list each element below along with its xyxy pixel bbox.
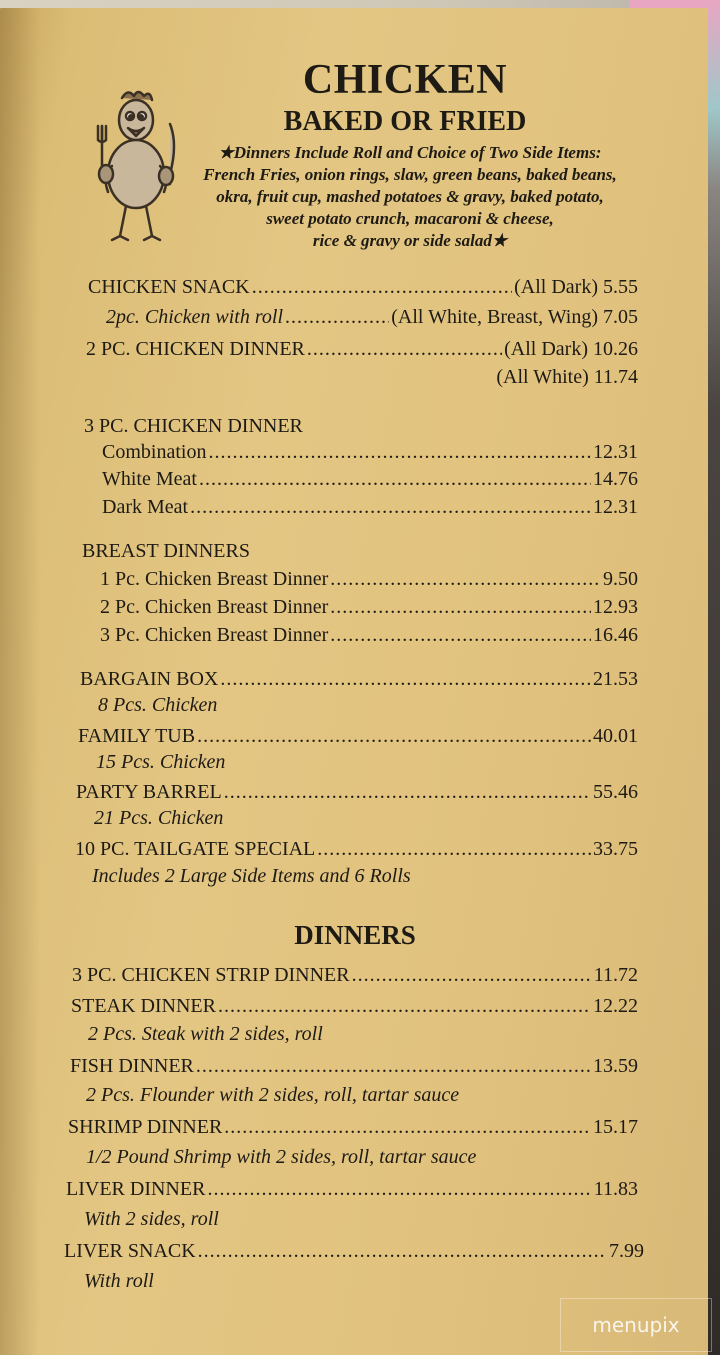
sides-note-line: sweet potato crunch, macaroni & cheese, bbox=[266, 209, 554, 228]
menu-item-name: 2pc. Chicken with roll bbox=[106, 306, 284, 328]
menu-item-name: PARTY BARREL bbox=[76, 781, 222, 803]
menu-item-name: 3 PC. CHICKEN STRIP DINNER bbox=[72, 964, 350, 986]
chicken-mascot-icon bbox=[86, 86, 186, 256]
leader-dots bbox=[207, 1178, 591, 1201]
menu-item-dark-meat bbox=[102, 496, 638, 519]
sides-note-line: ★Dinners Include Roll and Choice of Two Side Items: bbox=[218, 143, 602, 162]
menu-item-name: CHICKEN SNACK bbox=[88, 276, 250, 298]
menu-item-name: SHRIMP DINNER bbox=[68, 1116, 223, 1138]
menu-item-price: 21.53 bbox=[593, 668, 638, 690]
menu-item-price: (All Dark) 5.55 bbox=[514, 276, 638, 298]
leader-dots bbox=[330, 596, 591, 619]
menu-item-description: 2 Pcs. Flounder with 2 sides, roll, tartar sauce bbox=[86, 1084, 460, 1106]
menu-item-name: STEAK DINNER bbox=[71, 995, 216, 1017]
menu-item-name: FAMILY TUB bbox=[78, 725, 196, 747]
menu-item-price: 12.31 bbox=[593, 496, 638, 518]
menu-item-price: 15.17 bbox=[593, 1116, 638, 1138]
menu-item-name: 2 Pc. Chicken Breast Dinner bbox=[100, 596, 329, 618]
menu-item-price-alt: (All White) 11.74 bbox=[496, 366, 638, 388]
menu-item-price: 12.22 bbox=[593, 995, 638, 1017]
menu-item-shrimp-dinner bbox=[68, 1116, 638, 1139]
menu-item-liver-dinner bbox=[66, 1178, 638, 1201]
menu-page-fold-shadow bbox=[0, 8, 40, 1355]
menu-item-name: 3 Pc. Chicken Breast Dinner bbox=[100, 624, 329, 646]
menu-item-white-meat bbox=[102, 468, 638, 491]
leader-dots bbox=[352, 964, 592, 987]
section-dinners-heading: DINNERS bbox=[294, 920, 416, 950]
menu-item-price: 33.75 bbox=[593, 838, 638, 860]
menu-item-price: 11.83 bbox=[593, 1178, 638, 1200]
leader-dots bbox=[317, 838, 591, 861]
menu-item-price: 7.99 bbox=[609, 1240, 644, 1262]
leader-dots bbox=[224, 781, 591, 804]
section-3pc-heading: 3 PC. CHICKEN DINNER bbox=[84, 415, 303, 437]
sides-note bbox=[180, 142, 640, 252]
leader-dots bbox=[307, 338, 502, 361]
page-subtitle: BAKED OR FRIED bbox=[283, 106, 527, 137]
menu-item-liver-snack bbox=[64, 1240, 644, 1263]
leader-dots bbox=[330, 568, 601, 591]
menu-item-combination bbox=[102, 441, 638, 464]
menu-item-2pc-chicken-dinner bbox=[86, 338, 638, 361]
menu-item-name: BARGAIN BOX bbox=[80, 668, 219, 690]
menu-item-chicken-snack-white bbox=[106, 306, 638, 329]
menu-item-steak-dinner bbox=[71, 995, 638, 1018]
menu-item-name: LIVER SNACK bbox=[64, 1240, 196, 1262]
menu-item-name: Combination bbox=[102, 441, 207, 463]
menu-item-name: 2 PC. CHICKEN DINNER bbox=[86, 338, 305, 360]
leader-dots bbox=[220, 668, 591, 691]
leader-dots bbox=[330, 624, 591, 647]
menu-item-price: 16.46 bbox=[593, 624, 638, 646]
menu-item-chicken-strip-dinner bbox=[72, 964, 638, 987]
leader-dots bbox=[218, 995, 591, 1018]
page-title: CHICKEN bbox=[302, 57, 508, 103]
menu-item-price: 13.59 bbox=[593, 1055, 638, 1077]
menu-item-1pc-breast bbox=[100, 568, 638, 591]
menu-item-family-tub bbox=[78, 725, 638, 748]
section-breast-heading: BREAST DINNERS bbox=[82, 540, 250, 562]
menu-item-description: With 2 sides, roll bbox=[84, 1208, 219, 1230]
leader-dots bbox=[224, 1116, 591, 1139]
sides-note-line: okra, fruit cup, mashed potatoes & gravy, baked potato, bbox=[216, 187, 604, 206]
menu-item-price: (All White, Breast, Wing) 7.05 bbox=[391, 306, 638, 328]
menu-item-name: LIVER DINNER bbox=[66, 1178, 206, 1200]
menu-item-party-barrel bbox=[76, 781, 638, 804]
menu-item-description: 1/2 Pound Shrimp with 2 sides, roll, tartar sauce bbox=[86, 1146, 477, 1168]
leader-dots bbox=[285, 306, 389, 329]
menu-item-description: With roll bbox=[84, 1270, 154, 1292]
menu-item-bargain-box bbox=[80, 668, 638, 691]
menu-item-price: 55.46 bbox=[593, 781, 638, 803]
menu-item-price: 11.72 bbox=[593, 964, 638, 986]
menu-item-name: 10 PC. TAILGATE SPECIAL bbox=[75, 838, 316, 860]
sides-note-line: rice & gravy or side salad★ bbox=[312, 231, 508, 250]
menupix-watermark: menupix bbox=[560, 1298, 712, 1352]
menu-item-name: 1 Pc. Chicken Breast Dinner bbox=[100, 568, 329, 590]
menu-item-tailgate-special bbox=[75, 838, 638, 861]
menu-item-description: 2 Pcs. Steak with 2 sides, roll bbox=[88, 1023, 323, 1045]
menu-item-name: Dark Meat bbox=[102, 496, 189, 518]
leader-dots bbox=[190, 496, 591, 519]
menu-item-chicken-snack bbox=[88, 276, 638, 299]
menu-item-price: 12.93 bbox=[593, 596, 638, 618]
leader-dots bbox=[252, 276, 512, 299]
leader-dots bbox=[197, 725, 591, 748]
leader-dots bbox=[208, 441, 591, 464]
menu-item-description: Includes 2 Large Side Items and 6 Rolls bbox=[92, 865, 411, 887]
menu-item-description: 21 Pcs. Chicken bbox=[94, 807, 224, 829]
menu-item-name: FISH DINNER bbox=[70, 1055, 194, 1077]
menu-item-price: (All Dark) 10.26 bbox=[504, 338, 638, 360]
menu-item-description: 15 Pcs. Chicken bbox=[96, 751, 226, 773]
background-edge bbox=[706, 0, 720, 1355]
menu-item-description: 8 Pcs. Chicken bbox=[98, 694, 218, 716]
leader-dots bbox=[196, 1055, 591, 1078]
menu-item-price: 14.76 bbox=[593, 468, 638, 490]
menu-item-fish-dinner bbox=[70, 1055, 638, 1078]
menu-item-2pc-breast bbox=[100, 596, 638, 619]
leader-dots bbox=[198, 1240, 607, 1263]
menu-item-price: 9.50 bbox=[603, 568, 638, 590]
menu-item-price: 40.01 bbox=[593, 725, 638, 747]
menu-item-name: White Meat bbox=[102, 468, 197, 490]
menu-item-price: 12.31 bbox=[593, 441, 638, 463]
menu-item-3pc-breast bbox=[100, 624, 638, 647]
leader-dots bbox=[199, 468, 591, 491]
sides-note-line: French Fries, onion rings, slaw, green beans, baked beans, bbox=[203, 165, 617, 184]
